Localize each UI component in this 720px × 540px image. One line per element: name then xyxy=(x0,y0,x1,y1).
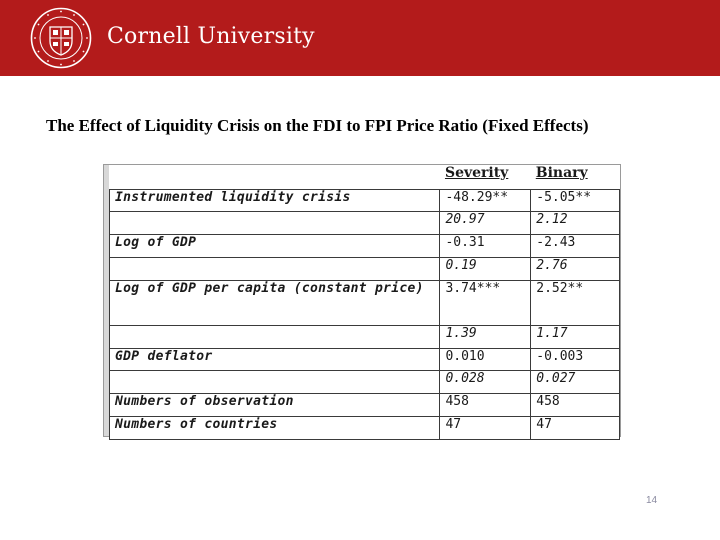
binary-value: 458 xyxy=(531,393,620,416)
table-row xyxy=(110,325,620,348)
binary-std-error: 2.76 xyxy=(531,257,620,280)
severity-std-error: 1.39 xyxy=(440,325,531,348)
row-label: GDP deflator xyxy=(110,348,440,370)
binary-value: 2.52** xyxy=(531,280,620,325)
table-row xyxy=(110,211,620,234)
row-label xyxy=(110,257,440,280)
row-label xyxy=(110,370,440,393)
binary-value: -5.05** xyxy=(531,189,620,211)
table-row xyxy=(110,393,620,416)
row-label: Log of GDP xyxy=(110,234,440,257)
binary-value: -2.43 xyxy=(531,234,620,257)
row-label xyxy=(110,325,440,348)
binary-std-error: 2.12 xyxy=(531,211,620,234)
table-row xyxy=(110,189,620,211)
header-blank-cell xyxy=(110,165,440,189)
binary-std-error: 1.17 xyxy=(531,325,620,348)
regression-table-frame xyxy=(103,164,621,437)
table-row xyxy=(110,280,620,325)
table-header-row xyxy=(110,165,620,189)
severity-value: -48.29** xyxy=(440,189,531,211)
table-row xyxy=(110,257,620,280)
brand-name: Cornell University xyxy=(107,24,315,49)
cornell-seal-icon xyxy=(30,7,92,69)
page-number: 14 xyxy=(646,495,658,506)
table-row xyxy=(110,370,620,393)
binary-value: 47 xyxy=(531,416,620,439)
row-label: Numbers of observation xyxy=(110,393,440,416)
row-label: Numbers of countries xyxy=(110,416,440,439)
slide-title: The Effect of Liquidity Crisis on the FDI to FPI Price Ratio (Fixed Effects) xyxy=(46,116,589,135)
binary-value: -0.003 xyxy=(531,348,620,370)
row-label: Instrumented liquidity crisis xyxy=(110,189,440,211)
row-label xyxy=(110,211,440,234)
row-label: Log of GDP per capita (constant price) xyxy=(110,280,440,325)
severity-value: 458 xyxy=(440,393,531,416)
severity-std-error: 0.19 xyxy=(440,257,531,280)
table-row xyxy=(110,234,620,257)
binary-std-error: 0.027 xyxy=(531,370,620,393)
severity-value: -0.31 xyxy=(440,234,531,257)
severity-value: 3.74*** xyxy=(440,280,531,325)
severity-std-error: 0.028 xyxy=(440,370,531,393)
header-banner xyxy=(0,0,720,76)
severity-value: 47 xyxy=(440,416,531,439)
table-row xyxy=(110,348,620,370)
table-row xyxy=(110,416,620,439)
regression-table xyxy=(109,165,620,440)
severity-std-error: 20.97 xyxy=(440,211,531,234)
column-header-binary: Binary xyxy=(531,165,620,189)
column-header-severity: Severity xyxy=(440,165,531,189)
severity-value: 0.010 xyxy=(440,348,531,370)
